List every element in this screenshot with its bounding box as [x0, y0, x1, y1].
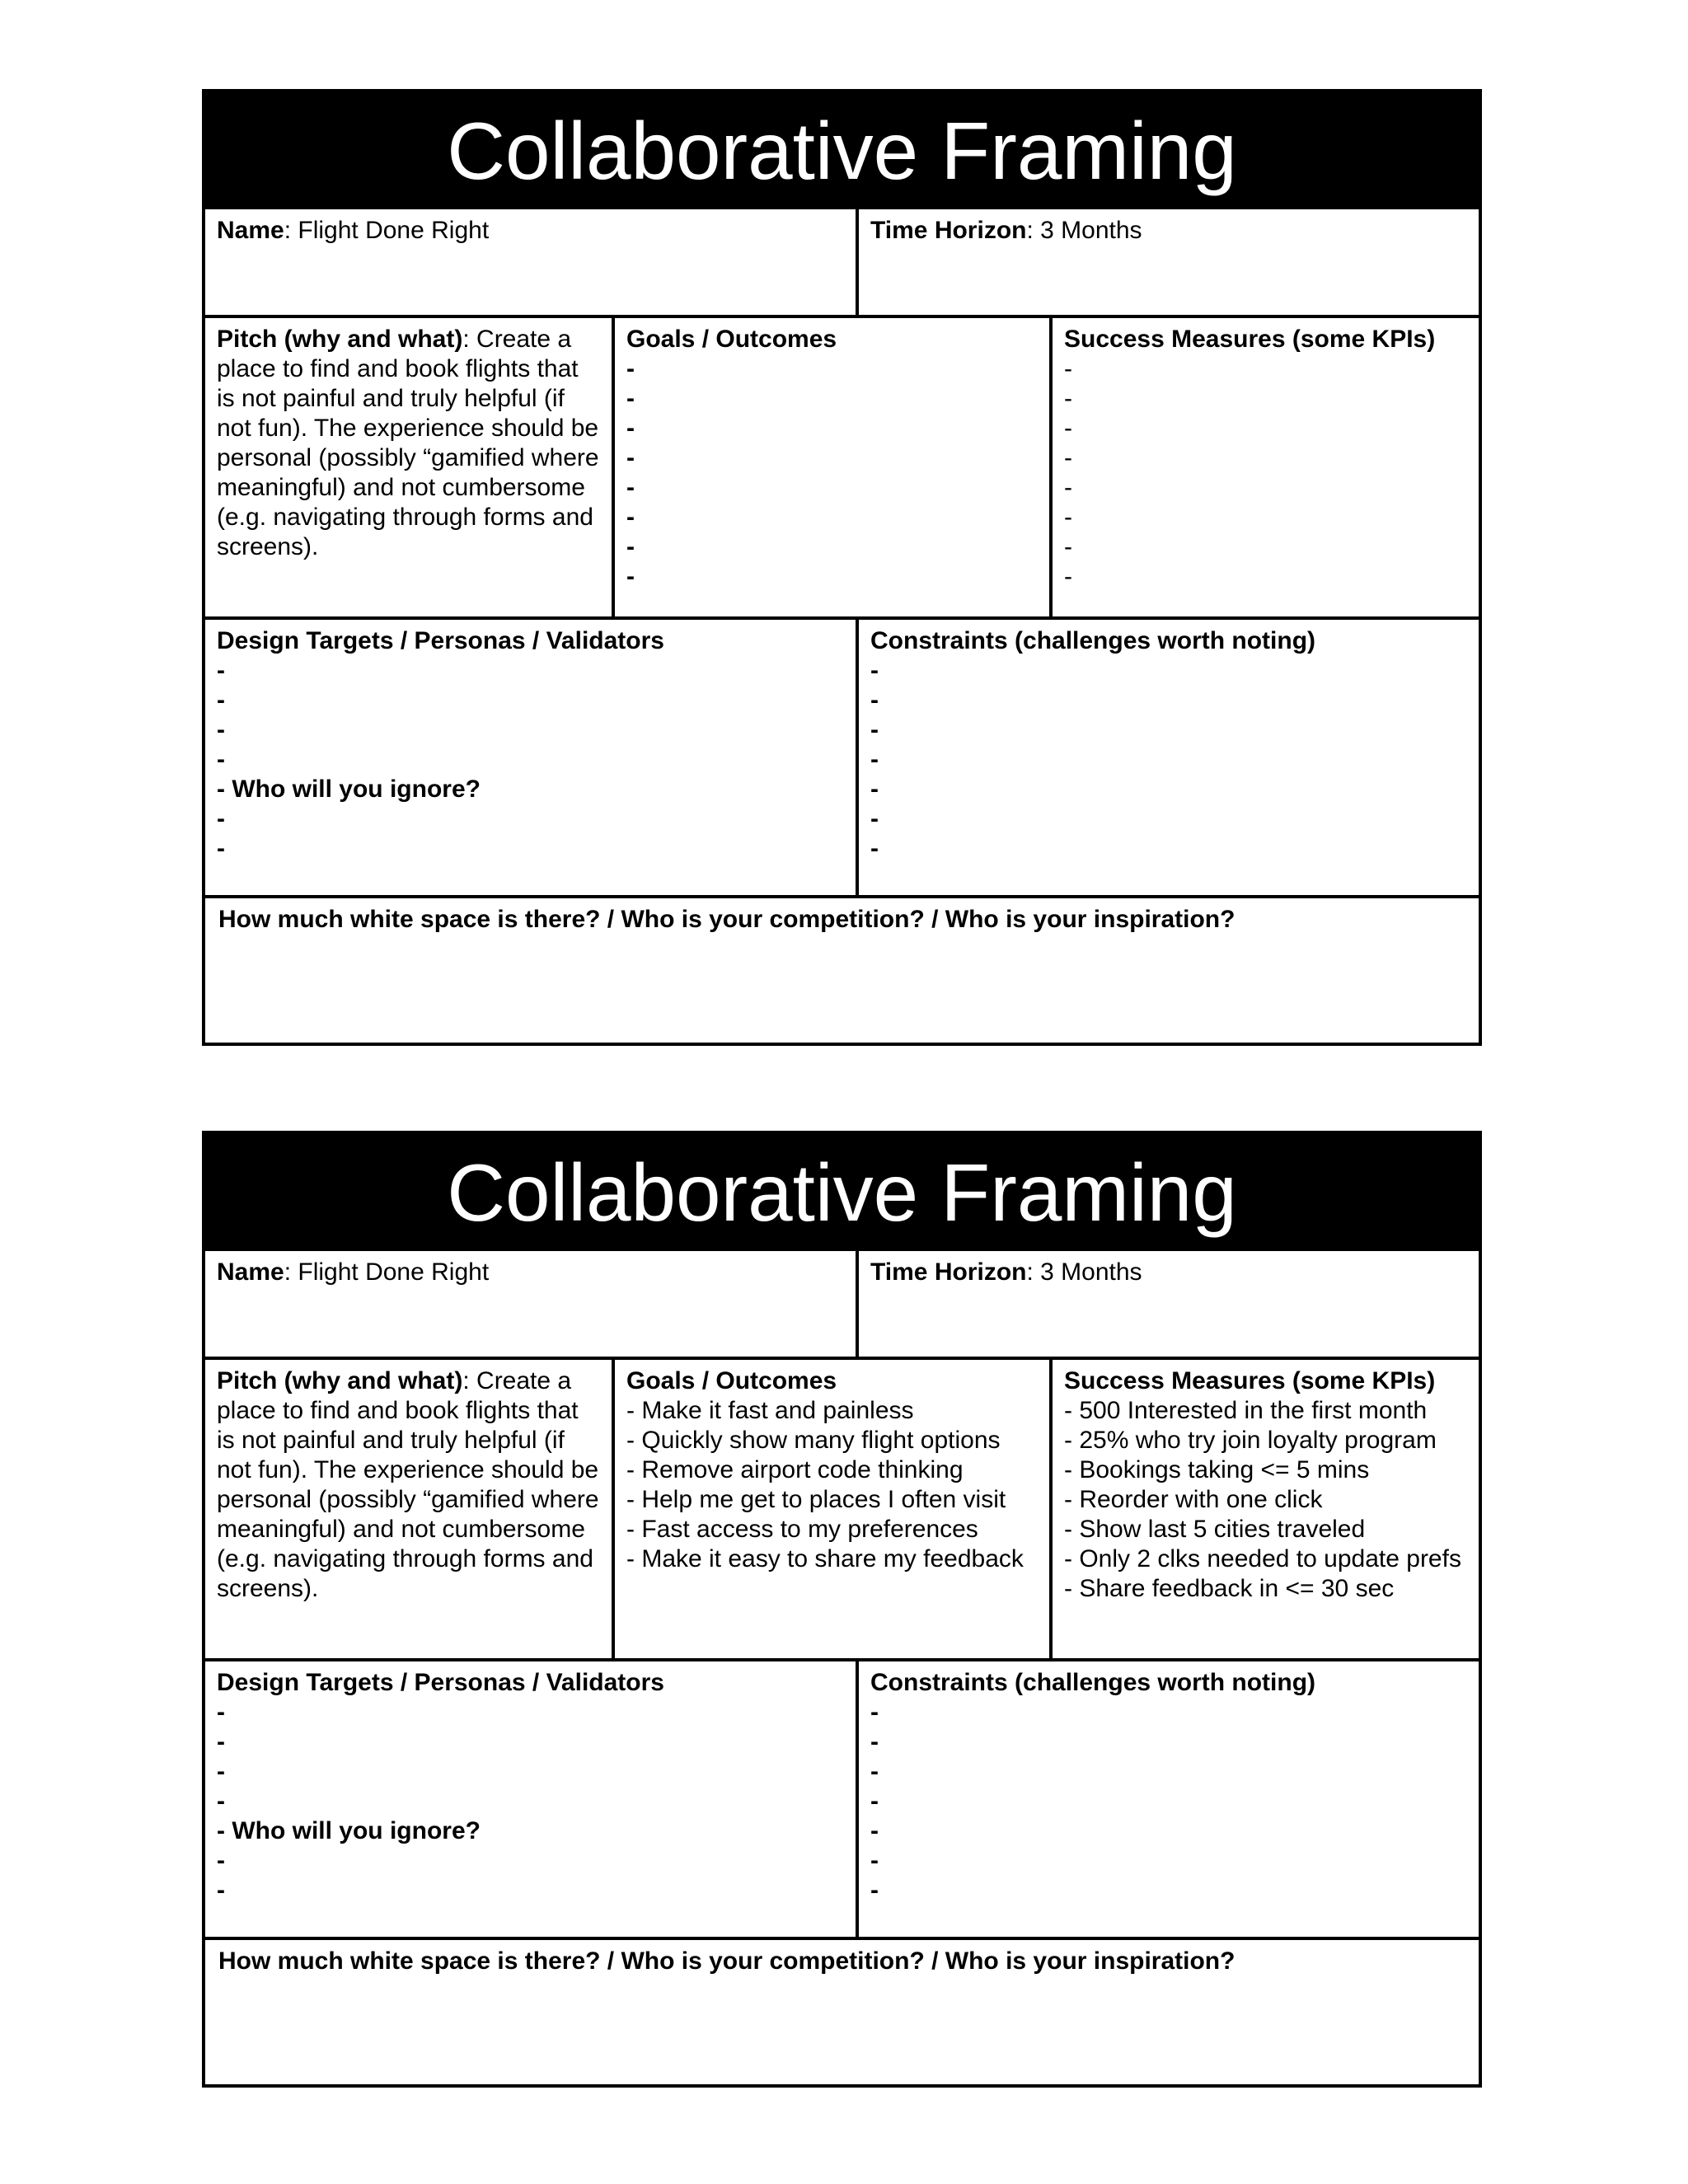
list-item: -: [626, 385, 635, 412]
success-measures-list: [1064, 354, 1467, 592]
list-item: -: [217, 1788, 225, 1815]
list-item: -: [217, 746, 225, 773]
list-item: -: [626, 533, 635, 560]
list-item: -: [217, 687, 225, 714]
name-label: Name: [217, 217, 284, 244]
card-title: Collaborative Framing: [205, 1134, 1479, 1251]
list-item: - Show last 5 cities traveled: [1064, 1516, 1366, 1543]
list-item: -: [217, 1699, 225, 1726]
design-targets-heading: Design Targets / Personas / Validators: [217, 1669, 664, 1696]
success-measures-heading: Success Measures (some KPIs): [1064, 326, 1436, 353]
list-item: - Remove airport code thinking: [626, 1456, 964, 1483]
time-horizon-label: Time Horizon: [870, 1258, 1027, 1286]
list-item: -: [1064, 474, 1072, 501]
list-item: -: [870, 1788, 879, 1815]
list-item: -: [217, 1847, 225, 1874]
name-cell: [205, 1251, 856, 1357]
goals-cell: [612, 315, 1049, 616]
list-item: - Quickly show many flight options: [626, 1427, 1001, 1454]
list-item: - Who will you ignore?: [217, 1817, 481, 1844]
list-item: -: [626, 474, 635, 501]
list-item: -: [870, 1877, 879, 1904]
list-item: -: [1064, 563, 1072, 590]
list-item: -: [1064, 355, 1072, 382]
name-value: : Flight Done Right: [284, 217, 490, 244]
card-title: Collaborative Framing: [205, 92, 1479, 209]
list-item: - 25% who try join loyalty program: [1064, 1427, 1437, 1454]
list-item: -: [217, 716, 225, 743]
success-measures-cell: [1049, 315, 1479, 616]
list-item: -: [870, 1817, 879, 1844]
name-value: : Flight Done Right: [284, 1258, 490, 1286]
success-measures-heading: Success Measures (some KPIs): [1064, 1367, 1436, 1394]
design-targets-heading: Design Targets / Personas / Validators: [217, 627, 664, 654]
list-item: - Who will you ignore?: [217, 776, 481, 803]
list-item: - Only 2 clks needed to update prefs: [1064, 1545, 1461, 1572]
design-targets-cell: [205, 1658, 856, 1937]
list-item: -: [870, 1728, 879, 1755]
list-item: - Bookings taking <= 5 mins: [1064, 1456, 1370, 1483]
name-label: Name: [217, 1258, 284, 1286]
list-item: - Share feedback in <= 30 sec: [1064, 1575, 1395, 1602]
list-item: -: [870, 746, 879, 773]
list-item: -: [626, 563, 635, 590]
constraints-list: [870, 656, 1467, 864]
pitch-label: Pitch (why and what): [217, 1367, 463, 1394]
time-horizon-value: : 3 Months: [1026, 217, 1142, 244]
list-item: -: [217, 1758, 225, 1785]
list-item: -: [626, 355, 635, 382]
list-item: -: [1064, 444, 1072, 471]
constraints-heading: Constraints (challenges worth noting): [870, 1669, 1316, 1696]
list-item: - 500 Interested in the first month: [1064, 1397, 1428, 1424]
white-space-heading: How much white space is there? / Who is your competition? / Who is your inspiration?: [218, 1947, 1236, 1975]
list-item: - Make it fast and painless: [626, 1397, 914, 1424]
list-item: -: [870, 1847, 879, 1874]
list-item: -: [870, 1758, 879, 1785]
goals-heading: Goals / Outcomes: [626, 1367, 837, 1394]
constraints-list: [870, 1698, 1467, 1905]
white-space-cell: [205, 895, 1479, 1043]
time-horizon-value: : 3 Months: [1026, 1258, 1142, 1286]
pitch-text: : Create a place to find and book flights that is not painful and truly helpful (if not fun). The experience should be personal (possibly “gamified where meaningful) and not cumbersome (e.g. navigating through forms and screens).: [217, 1367, 599, 1602]
list-item: -: [1064, 504, 1072, 531]
goals-heading: Goals / Outcomes: [626, 326, 837, 353]
list-item: -: [870, 657, 879, 684]
list-item: -: [217, 1877, 225, 1904]
framing-card-1: [202, 89, 1482, 1046]
list-item: -: [217, 805, 225, 832]
list-item: -: [626, 504, 635, 531]
list-item: - Help me get to places I often visit: [626, 1486, 1006, 1513]
list-item: -: [870, 776, 879, 803]
name-cell: [205, 209, 856, 315]
list-item: -: [217, 657, 225, 684]
white-space-cell: [205, 1937, 1479, 2084]
list-item: -: [870, 687, 879, 714]
white-space-heading: How much white space is there? / Who is your competition? / Who is your inspiration?: [218, 906, 1236, 933]
constraints-heading: Constraints (challenges worth noting): [870, 627, 1316, 654]
list-item: -: [870, 805, 879, 832]
success-measures-cell: [1049, 1357, 1479, 1658]
list-item: - Make it easy to share my feedback: [626, 1545, 1024, 1572]
time-horizon-cell: [856, 209, 1479, 315]
constraints-cell: [856, 616, 1479, 895]
list-item: -: [870, 716, 879, 743]
design-targets-list: [217, 1698, 844, 1905]
list-item: -: [217, 1728, 225, 1755]
list-item: -: [1064, 385, 1072, 412]
goals-cell: [612, 1357, 1049, 1658]
time-horizon-label: Time Horizon: [870, 217, 1027, 244]
pitch-cell: [205, 315, 612, 616]
design-targets-cell: [205, 616, 856, 895]
list-item: -: [626, 415, 635, 442]
list-item: -: [1064, 533, 1072, 560]
list-item: - Reorder with one click: [1064, 1486, 1323, 1513]
pitch-text: : Create a place to find and book flights that is not painful and truly helpful (if not fun). The experience should be personal (possibly “gamified where meaningful) and not cumbersome (e.g. navigating through forms and screens).: [217, 326, 599, 560]
list-item: -: [870, 1699, 879, 1726]
design-targets-list: [217, 656, 844, 864]
list-item: -: [217, 835, 225, 862]
framing-card-2: [202, 1131, 1482, 2088]
list-item: -: [870, 835, 879, 862]
list-item: -: [626, 444, 635, 471]
time-horizon-cell: [856, 1251, 1479, 1357]
goals-list: [626, 1396, 1038, 1574]
list-item: - Fast access to my preferences: [626, 1516, 978, 1543]
pitch-cell: [205, 1357, 612, 1658]
list-item: -: [1064, 415, 1072, 442]
pitch-label: Pitch (why and what): [217, 326, 463, 353]
goals-list: [626, 354, 1038, 592]
success-measures-list: [1064, 1396, 1467, 1604]
constraints-cell: [856, 1658, 1479, 1937]
